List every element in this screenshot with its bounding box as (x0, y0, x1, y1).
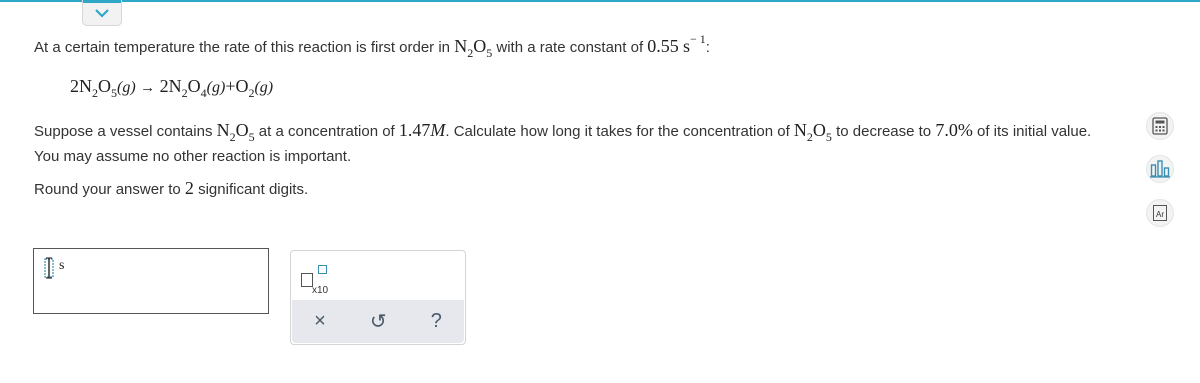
periodic-table-button[interactable] (1146, 199, 1174, 227)
reaction-equation: $2N_2O_5(g) \to 2N_2O_4(g)+O_2(g)$ (70, 76, 274, 100)
help-button[interactable]: ? (430, 310, 442, 332)
rounding-instruction: Round your answer to 2 significant digits. (34, 178, 309, 198)
math-tool-panel (290, 250, 466, 345)
bar-chart-icon (1150, 160, 1170, 178)
clear-button[interactable]: × (314, 310, 326, 332)
input-cursor-icon (43, 257, 55, 279)
collapse-tab-button[interactable] (82, 0, 122, 26)
top-accent-bar (0, 0, 1200, 2)
periodic-table-icon: Ar (1153, 205, 1167, 221)
tool-footer (292, 300, 464, 343)
data-chart-button[interactable] (1146, 155, 1174, 183)
question-body: Suppose a vessel contains $N_2O_5$ at a concentration of 1.47M. Calculate how long it takes for the concentration of $N_2O_5$ to decrease to 7.0% of its initial value. (34, 120, 1092, 144)
calculator-button[interactable] (1146, 112, 1174, 140)
calculator-icon (1152, 117, 1168, 135)
rate-constant: 0.55 (647, 36, 679, 56)
undo-button[interactable]: ↺ (369, 311, 387, 333)
assumption-text: You may assume no other reaction is important. (34, 148, 352, 165)
question-intro: At a certain temperature the rate of this reaction is first order in $N_2O_5$ with a rate constant of 0.55 $s^{- 1}$: (34, 32, 710, 60)
answer-input-box[interactable] (33, 248, 269, 314)
scientific-notation-button[interactable]: x10 (301, 263, 341, 293)
answer-unit: s (59, 258, 65, 273)
chevron-down-icon (94, 8, 110, 18)
